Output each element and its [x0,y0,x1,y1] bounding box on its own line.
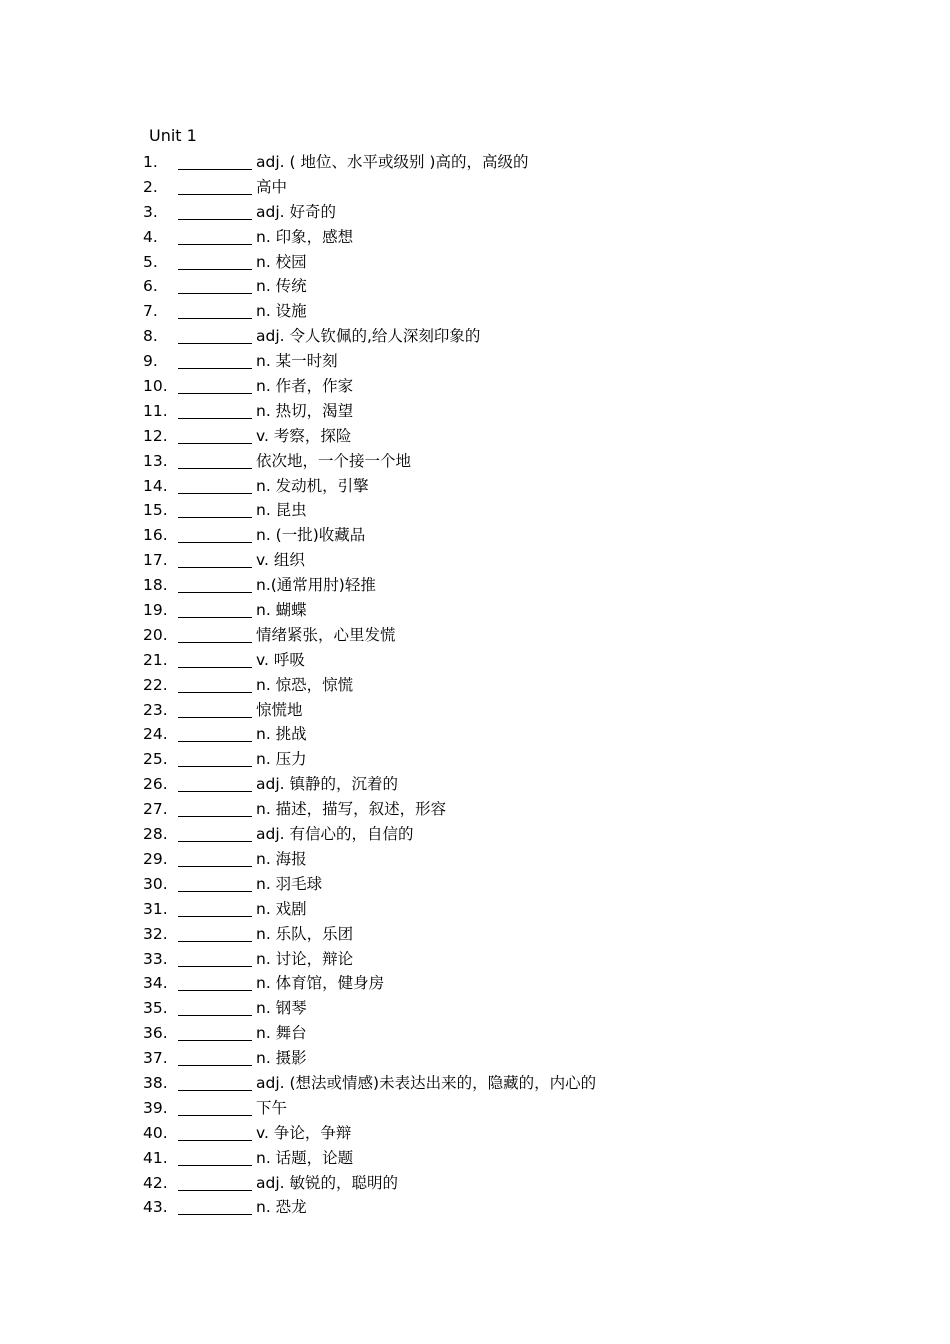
answer-blank[interactable] [178,949,252,967]
list-item [0,949,950,974]
list-item [0,1123,950,1148]
list-item [0,152,950,177]
item-number: 3. [143,202,158,221]
item-number: 37. [143,1049,168,1068]
item-definition: n. 昆虫 [256,501,307,520]
item-number: 19. [143,601,168,620]
item-number: 23. [143,700,168,719]
answer-blank[interactable] [178,301,252,319]
answer-blank[interactable] [178,177,252,195]
list-item [0,500,950,525]
item-definition: n. 描述，描写，叙述，形容 [256,800,447,819]
item-number: 25. [143,750,168,769]
answer-blank[interactable] [178,650,252,668]
item-number: 10. [143,377,168,396]
item-number: 33. [143,949,168,968]
item-definition: 情绪紧张，心里发慌 [256,625,396,644]
answer-blank[interactable] [178,774,252,792]
list-item [0,476,950,501]
answer-blank[interactable] [178,1073,252,1091]
item-number: 5. [143,252,158,271]
list-item [0,376,950,401]
item-definition: n. 传统 [256,277,307,296]
answer-blank[interactable] [178,1148,252,1166]
item-number: 13. [143,451,168,470]
item-definition: v. 组织 [256,551,305,570]
answer-blank[interactable] [178,724,252,742]
answer-blank[interactable] [178,799,252,817]
item-number: 27. [143,800,168,819]
answer-blank[interactable] [178,1098,252,1116]
item-number: 22. [143,675,168,694]
item-definition: n. 摄影 [256,1049,307,1068]
list-item [0,600,950,625]
item-definition: n. 校园 [256,252,307,271]
answer-blank[interactable] [178,973,252,991]
list-item [0,326,950,351]
list-item [0,1197,950,1222]
item-definition: 依次地，一个接一个地 [256,451,412,470]
item-number: 40. [143,1123,168,1142]
list-item [0,924,950,949]
item-number: 15. [143,501,168,520]
answer-blank[interactable] [178,600,252,618]
list-item [0,998,950,1023]
answer-blank[interactable] [178,749,252,767]
list-item [0,351,950,376]
list-item [0,749,950,774]
item-number: 11. [143,401,168,420]
item-number: 7. [143,302,158,321]
item-number: 1. [143,153,158,171]
answer-blank[interactable] [178,525,252,543]
item-definition: n. 发动机，引擎 [256,476,369,495]
list-item [0,700,950,725]
answer-blank[interactable] [178,252,252,270]
item-number: 24. [143,725,168,744]
list-item [0,1073,950,1098]
item-number: 26. [143,775,168,794]
answer-blank[interactable] [178,874,252,892]
item-definition: n. 设施 [256,302,307,321]
item-number: 42. [143,1173,168,1192]
item-number: 9. [143,352,158,371]
list-item [0,401,950,426]
item-definition: n. 体育馆，健身房 [256,974,385,993]
list-item [0,824,950,849]
answer-blank[interactable] [178,152,252,170]
answer-blank[interactable] [178,476,252,494]
item-definition: n. 海报 [256,849,307,868]
list-item [0,1023,950,1048]
answer-blank[interactable] [178,675,252,693]
item-definition: 惊慌地 [256,700,303,719]
item-definition: adj. 镇静的，沉着的 [256,775,398,794]
answer-blank[interactable] [178,924,252,942]
list-item [0,202,950,227]
answer-blank[interactable] [178,202,252,220]
answer-blank[interactable] [178,1048,252,1066]
item-definition: n. 某一时刻 [256,352,338,371]
answer-blank[interactable] [178,326,252,344]
answer-blank[interactable] [178,824,252,842]
answer-blank[interactable] [178,700,252,718]
item-definition: n.(通常用肘)轻推 [256,576,376,595]
list-item [0,675,950,700]
item-number: 29. [143,849,168,868]
item-number: 20. [143,625,168,644]
item-definition: n. 钢琴 [256,999,307,1018]
item-definition: 下午 [256,1098,288,1117]
list-item [0,550,950,575]
list-item [0,177,950,202]
item-definition: v. 呼吸 [256,650,305,669]
item-definition: adj. ( 地位、水平或级别 )高的，高级的 [256,153,529,171]
item-definition: n. 讨论，辩论 [256,949,354,968]
answer-blank[interactable] [178,1123,252,1141]
answer-blank[interactable] [178,575,252,593]
list-item [0,774,950,799]
item-number: 38. [143,1073,168,1092]
item-definition: n. 挑战 [256,725,307,744]
item-number: 43. [143,1198,168,1217]
item-number: 34. [143,974,168,993]
item-definition: n. 话题，论题 [256,1148,354,1167]
answer-blank[interactable] [178,1173,252,1191]
list-item [0,1173,950,1198]
item-definition: v. 考察，探险 [256,426,352,445]
list-item [0,276,950,301]
item-definition: adj. (想法或情感)未表达出来的，隐藏的，内心的 [256,1073,597,1092]
item-number: 32. [143,924,168,943]
answer-blank[interactable] [178,227,252,245]
item-definition: adj. 有信心的，自信的 [256,825,414,844]
answer-blank[interactable] [178,1023,252,1041]
item-number: 30. [143,874,168,893]
answer-blank[interactable] [178,376,252,394]
list-item [0,625,950,650]
list-item [0,227,950,252]
item-number: 28. [143,825,168,844]
item-number: 35. [143,999,168,1018]
list-item [0,252,950,277]
item-number: 31. [143,899,168,918]
answer-blank[interactable] [178,849,252,867]
list-item [0,849,950,874]
answer-blank[interactable] [178,401,252,419]
list-item [0,650,950,675]
item-definition: n. 印象，感想 [256,227,354,246]
answer-blank[interactable] [178,276,252,294]
list-item [0,426,950,451]
item-number: 21. [143,650,168,669]
item-definition: n. 戏剧 [256,899,307,918]
item-number: 39. [143,1098,168,1117]
item-definition: n. 蝴蝶 [256,601,307,620]
item-definition: n. 舞台 [256,1024,307,1043]
list-item [0,799,950,824]
item-definition: n. 压力 [256,750,307,769]
item-number: 8. [143,327,158,346]
item-definition: n. 乐队，乐团 [256,924,354,943]
answer-blank[interactable] [178,426,252,444]
list-item [0,451,950,476]
vocabulary-list [0,152,950,1222]
item-number: 4. [143,227,158,246]
item-number: 17. [143,551,168,570]
item-number: 14. [143,476,168,495]
answer-blank[interactable] [178,550,252,568]
list-item [0,973,950,998]
item-number: 12. [143,426,168,445]
answer-blank[interactable] [178,1197,252,1215]
answer-blank[interactable] [178,899,252,917]
answer-blank[interactable] [178,625,252,643]
item-number: 16. [143,526,168,545]
item-number: 2. [143,177,158,196]
item-definition: 高中 [256,177,288,196]
list-item [0,575,950,600]
answer-blank[interactable] [178,351,252,369]
item-definition: n. 惊恐，惊慌 [256,675,354,694]
item-definition: n. 作者，作家 [256,377,354,396]
item-definition: n. 热切，渴望 [256,401,354,420]
list-item [0,1148,950,1173]
list-item [0,899,950,924]
unit-title: Unit 1 [149,126,197,145]
list-item [0,1098,950,1123]
item-number: 6. [143,277,158,296]
list-item [0,301,950,326]
list-item [0,874,950,899]
answer-blank[interactable] [178,500,252,518]
list-item [0,1048,950,1073]
item-definition: adj. 令人钦佩的,给人深刻印象的 [256,327,481,346]
item-number: 41. [143,1148,168,1167]
list-item [0,525,950,550]
answer-blank[interactable] [178,998,252,1016]
item-definition: adj. 敏锐的，聪明的 [256,1173,398,1192]
item-definition: adj. 好奇的 [256,202,336,221]
list-item [0,724,950,749]
item-definition: n. (一批)收藏品 [256,526,366,545]
item-definition: v. 争论，争辩 [256,1123,352,1142]
item-definition: n. 恐龙 [256,1198,307,1217]
item-number: 18. [143,576,168,595]
item-number: 36. [143,1024,168,1043]
item-definition: n. 羽毛球 [256,874,323,893]
answer-blank[interactable] [178,451,252,469]
